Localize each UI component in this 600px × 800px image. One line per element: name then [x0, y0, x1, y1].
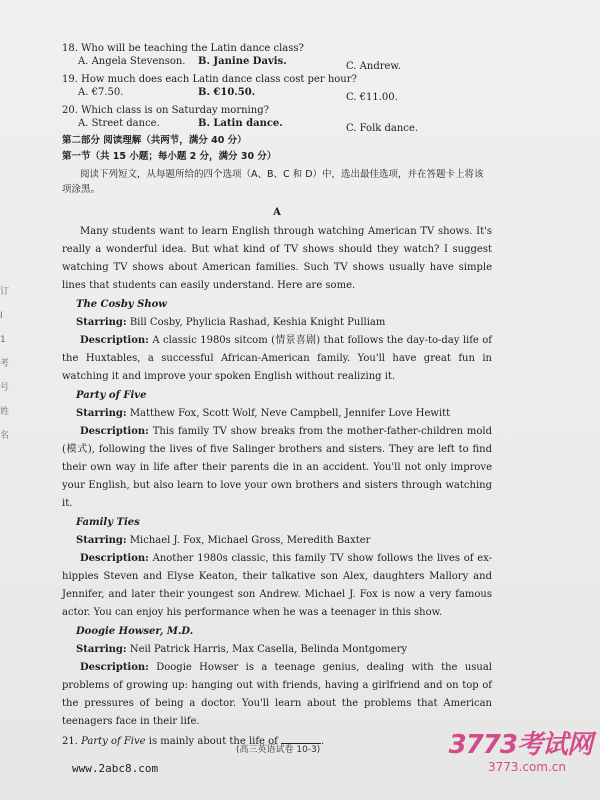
directions: 阅读下列短文，从每题所给的四个选项（A、B、C 和 D）中，选出最佳选项，并在答题卡上将该项涂黑。 — [62, 169, 484, 195]
margin-mark: 考 — [0, 359, 10, 369]
show-title: Doogie Howser, M.D. — [76, 626, 194, 637]
part-heading: 第二部分 阅读理解（共两节，满分 40 分） — [62, 135, 247, 146]
margin-mark: 号 — [0, 383, 10, 393]
watermark-main: 3773考试网 — [448, 730, 592, 760]
question-stem: How much does each Latin dance class cost per hour? — [81, 74, 357, 85]
question-show-title: Party of Five — [81, 736, 146, 747]
option-b: B. Janine Davis. — [198, 56, 287, 67]
description-label: Description: — [80, 426, 149, 437]
starring-cast: Bill Cosby, Phylicia Rashad, Keshia Knight Pulliam — [129, 317, 386, 328]
question-19 — [62, 73, 492, 103]
description-label: Description: — [80, 553, 149, 564]
passage-intro: Many students want to learn English through watching American TV shows. It's really a wonderful idea. But what kind of TV shows should they watch? I suggest watching TV shows about American families. Such TV shows usually have simple lines that students can easily understand. Here are some. — [62, 226, 492, 291]
option-a: A. €7.50. — [78, 87, 124, 98]
starring-label: Starring: — [76, 644, 127, 655]
subsection-heading: 第一节（共 15 小题；每小题 2 分，满分 30 分） — [62, 151, 277, 162]
option-c: C. €11.00. — [346, 92, 398, 103]
option-c: C. Andrew. — [346, 61, 401, 72]
starring-label: Starring: — [76, 408, 127, 419]
show-description: This family TV show breaks from the mother-father-children mold (模式), following the lives of five Salinger brothers and sisters. They are left to find their own way in life after their parents die in an accident. You'll not only improve your English, but also learn to love your own brothers and sisters through watching it. — [62, 426, 492, 509]
margin-mark: 名 — [0, 431, 10, 441]
question-18 — [62, 42, 492, 72]
show-title: Family Ties — [76, 517, 140, 528]
show-entry — [62, 623, 492, 731]
binding-margin-marks — [0, 280, 14, 448]
margin-mark: 订 — [0, 287, 10, 297]
starring-label: Starring: — [76, 535, 127, 546]
question-end: . — [321, 736, 325, 747]
margin-mark: 1 — [0, 335, 6, 345]
description-label: Description: — [80, 662, 149, 673]
description-label: Description: — [80, 335, 149, 346]
starring-cast: Neil Patrick Harris, Max Casella, Belinda Montgomery — [129, 644, 408, 655]
margin-mark: I — [0, 311, 3, 321]
question-20 — [62, 104, 492, 134]
show-description: Another 1980s classic, this family TV show follows the lives of ex-hippies Steven and Elyse Keaton, their talkative son Alex, daughters Mallory and Jennifer, and later their youngest son Andrew. Michael J. Fox is now a very famous actor. You can enjoy his performance when he was a teenager in this show. — [62, 553, 492, 618]
page-label: (高三英语试卷 10-3) — [236, 745, 321, 755]
watermark-logo — [430, 730, 600, 800]
option-c: C. Folk dance. — [346, 123, 419, 134]
footer-url: www.2abc8.com — [72, 762, 159, 775]
show-entry — [62, 514, 492, 622]
starring-cast: Matthew Fox, Scott Wolf, Neve Campbell, Jennifer Love Hewitt — [129, 408, 451, 419]
option-a: A. Angela Stevenson. — [78, 56, 186, 67]
question-stem: Which class is on Saturday morning? — [81, 105, 269, 116]
question-stem: is mainly about the life of — [148, 736, 278, 747]
watermark-sub: 3773.com.cn — [488, 760, 566, 774]
show-title: The Cosby Show — [76, 299, 167, 310]
show-entry — [62, 296, 492, 386]
question-stem: Who will be teaching the Latin dance class? — [81, 43, 304, 54]
show-entry — [62, 387, 492, 513]
question-number: 20. — [62, 105, 78, 116]
option-b: B. €10.50. — [198, 87, 256, 98]
show-title: Party of Five — [76, 390, 147, 401]
page-content — [62, 42, 492, 749]
question-number: 19. — [62, 74, 78, 85]
starring-cast: Michael J. Fox, Michael Gross, Meredith Baxter — [129, 535, 371, 546]
question-number: 18. — [62, 43, 78, 54]
margin-mark: 姓 — [0, 407, 10, 417]
option-a: A. Street dance. — [78, 118, 160, 129]
show-description: A classic 1980s sitcom (情景喜剧) that follows the day-to-day life of the Huxtables, a successful African-American family. You'll have great fun in watching it and improve your spoken English without realizing it. — [62, 335, 492, 382]
question-number: 21. — [62, 736, 78, 747]
show-description: Doogie Howser is a teenage genius, dealing with the usual problems of growing up: hanging out with friends, having a girlfriend and on top of the pressures of being a doctor. You'll learn about the problems that American teenagers face in their life. — [62, 662, 492, 727]
passage-letter: A — [273, 207, 281, 218]
starring-label: Starring: — [76, 317, 127, 328]
option-b: B. Latin dance. — [198, 118, 283, 129]
